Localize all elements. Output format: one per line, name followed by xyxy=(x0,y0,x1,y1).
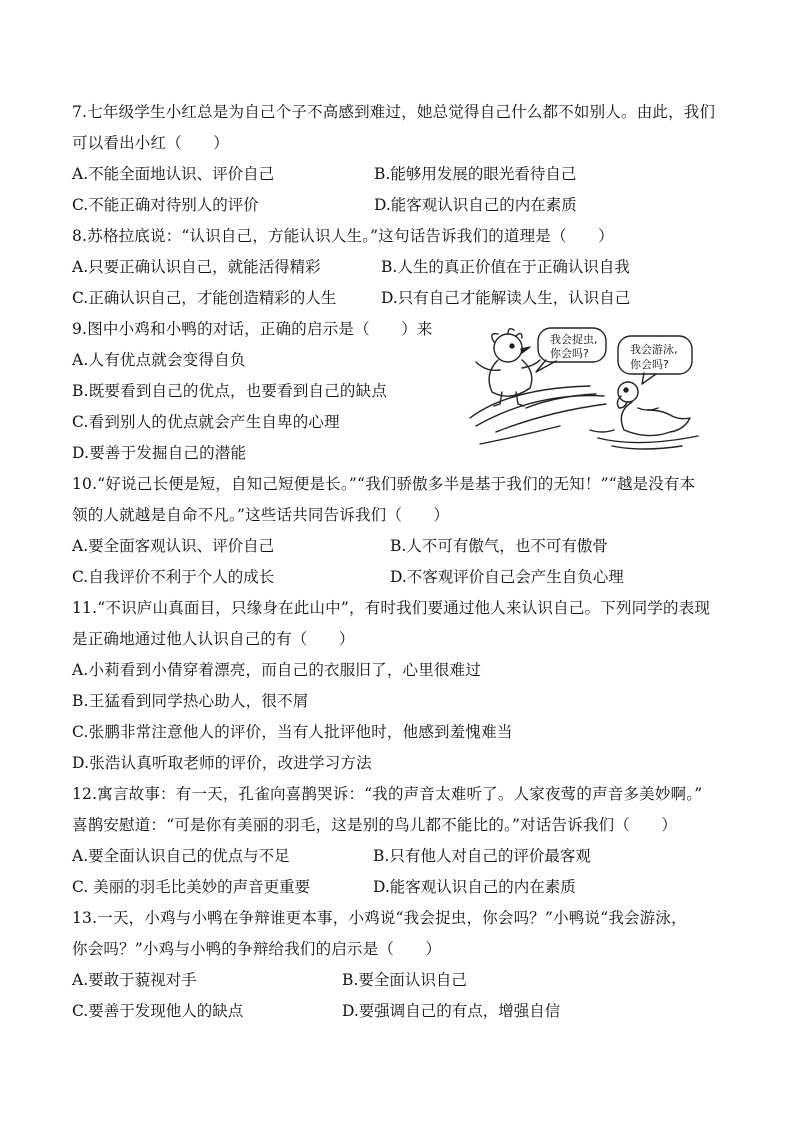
q11-stem-line-2: 是正确地通过他人认识自己的有（ ） xyxy=(72,630,355,648)
q13-option-b: B.要全面认识自己 xyxy=(342,971,467,989)
q13-option-c: C.要善于发现他人的缺点 xyxy=(72,1002,244,1020)
q8-options-row-2 xyxy=(72,283,732,314)
chick-figure xyxy=(476,329,540,406)
q9-option-a: A.人有优点就会变得自负 xyxy=(72,351,246,369)
q10-stem-line-1: 10.“好说己长便是短，自知己短便是长。”“我们骄傲多半是基于我们的无知！”“越是没有本 xyxy=(72,475,696,493)
q10-stem-line-2: 领的人就越是自命不凡。”这些话共同告诉我们（ ） xyxy=(72,506,450,524)
question-sheet xyxy=(72,97,732,1027)
q8-option-b: B.人生的真正价值在于正确认识自我 xyxy=(381,258,630,276)
q10-option-c: C.自我评价不利于个人的成长 xyxy=(72,568,275,586)
q8-option-d: D.只有自己才能解读人生，认识自己 xyxy=(381,289,631,307)
q10-options-row-1 xyxy=(72,531,732,562)
q9-option-b: B.既要看到自己的优点，也要看到自己的缺点 xyxy=(72,382,388,400)
q12-options-row-1 xyxy=(72,841,732,872)
q13-stem-line-2: 你会吗？”小鸡与小鸭的争辩给我们的启示是（ ） xyxy=(72,940,442,958)
chick-bubble-line-2: 你会吗? xyxy=(550,347,589,360)
ground-lines xyxy=(470,386,606,444)
q8-option-a: A.只要正确认识自己，就能活得精彩 xyxy=(72,258,321,276)
q7-options-row-1 xyxy=(72,159,732,190)
q12-stem-line-1: 12.寓言故事：有一天，孔雀向喜鹊哭诉：“我的声音太难听了。人家夜莺的声音多美妙啊。” xyxy=(72,785,703,803)
duck-figure xyxy=(617,382,690,436)
q13-stem-line-1: 13.一天，小鸡与小鸭在争辩谁更本事，小鸡说“我会捉虫，你会吗？”小鸭说“我会游泳， xyxy=(72,909,687,927)
q8-options-row-1 xyxy=(72,252,732,283)
q7-option-b: B.能够用发展的眼光看待自己 xyxy=(374,165,577,183)
q8-option-c: C.正确认识自己，才能创造精彩的人生 xyxy=(72,289,337,307)
chick-bubble-line-1: 我会捉虫, xyxy=(550,333,598,346)
q9-option-c: C.看到别人的优点就会产生自卑的心理 xyxy=(72,413,340,431)
q7-stem-line-1: 7.七年级学生小红总是为自己个子不高感到难过，她总觉得自己什么都不如别人。由此，我们 xyxy=(72,103,716,121)
q13-options-row-2 xyxy=(72,996,732,1027)
q7-options-row-2 xyxy=(72,190,732,221)
q12-options-row-2 xyxy=(72,872,732,903)
q11-option-d: D.张浩认真听取老师的评价，改进学习方法 xyxy=(72,754,372,772)
q12-option-b: B.只有他人对自己的评价最客观 xyxy=(373,847,591,865)
q13-option-a: A.要敢于藐视对手 xyxy=(72,971,197,989)
q10-option-a: A.要全面客观认识、评价自己 xyxy=(72,537,275,555)
q12-option-d: D.能客观认识自己的内在素质 xyxy=(373,878,576,896)
q7-stem-line-2: 可以看出小红（ ） xyxy=(72,134,230,152)
q7-option-d: D.能客观认识自己的内在素质 xyxy=(374,196,577,214)
q11-option-a: A.小莉看到小倩穿着漂亮，而自己的衣服旧了，心里很难过 xyxy=(72,661,482,679)
q12-option-c: C. 美丽的羽毛比美妙的声音更重要 xyxy=(72,878,311,896)
q11-stem-line-1: 11.“不识庐山真面目，只缘身在此山中”，有时我们要通过他人来认识自己。下列同学的表现 xyxy=(72,599,711,617)
q7-option-a: A.不能全面地认识、评价自己 xyxy=(72,165,275,183)
q9-option-d: D.要善于发掘自己的潜能 xyxy=(72,444,247,462)
duck-bubble-line-2: 你会吗? xyxy=(630,358,669,371)
duck-bubble-line-1: 我会游泳, xyxy=(630,343,678,356)
q7-option-c: C.不能正确对待别人的评价 xyxy=(72,196,259,214)
chick-duck-cartoon xyxy=(466,322,706,452)
q9-stem: 9.图中小鸡和小鸭的对话，正确的启示是（ ）来 xyxy=(72,320,433,338)
water-lines xyxy=(590,430,698,449)
q11-option-c: C.张鹏非常注意他人的评价，当有人批评他时，他感到羞愧难当 xyxy=(72,723,513,741)
q10-option-b: B.人不可有傲气，也不可有傲骨 xyxy=(390,537,608,555)
q13-options-row-1 xyxy=(72,965,732,996)
q10-option-d: D.不客观评价自己会产生自负心理 xyxy=(390,568,624,586)
q11-option-b: B.王猛看到同学热心助人，很不屑 xyxy=(72,692,309,710)
q10-options-row-2 xyxy=(72,562,732,593)
q12-option-a: A.要全面认识自己的优点与不足 xyxy=(72,847,290,865)
q13-option-d: D.要强调自己的有点，增强自信 xyxy=(342,1002,561,1020)
q8-stem: 8.苏格拉底说：“认识自己，方能认识人生。”这句话告诉我们的道理是（ ） xyxy=(72,227,614,245)
q12-stem-line-2: 喜鹊安慰道：“可是你有美丽的羽毛，这是别的鸟儿都不能比的。”对话告诉我们（ ） xyxy=(72,816,678,834)
